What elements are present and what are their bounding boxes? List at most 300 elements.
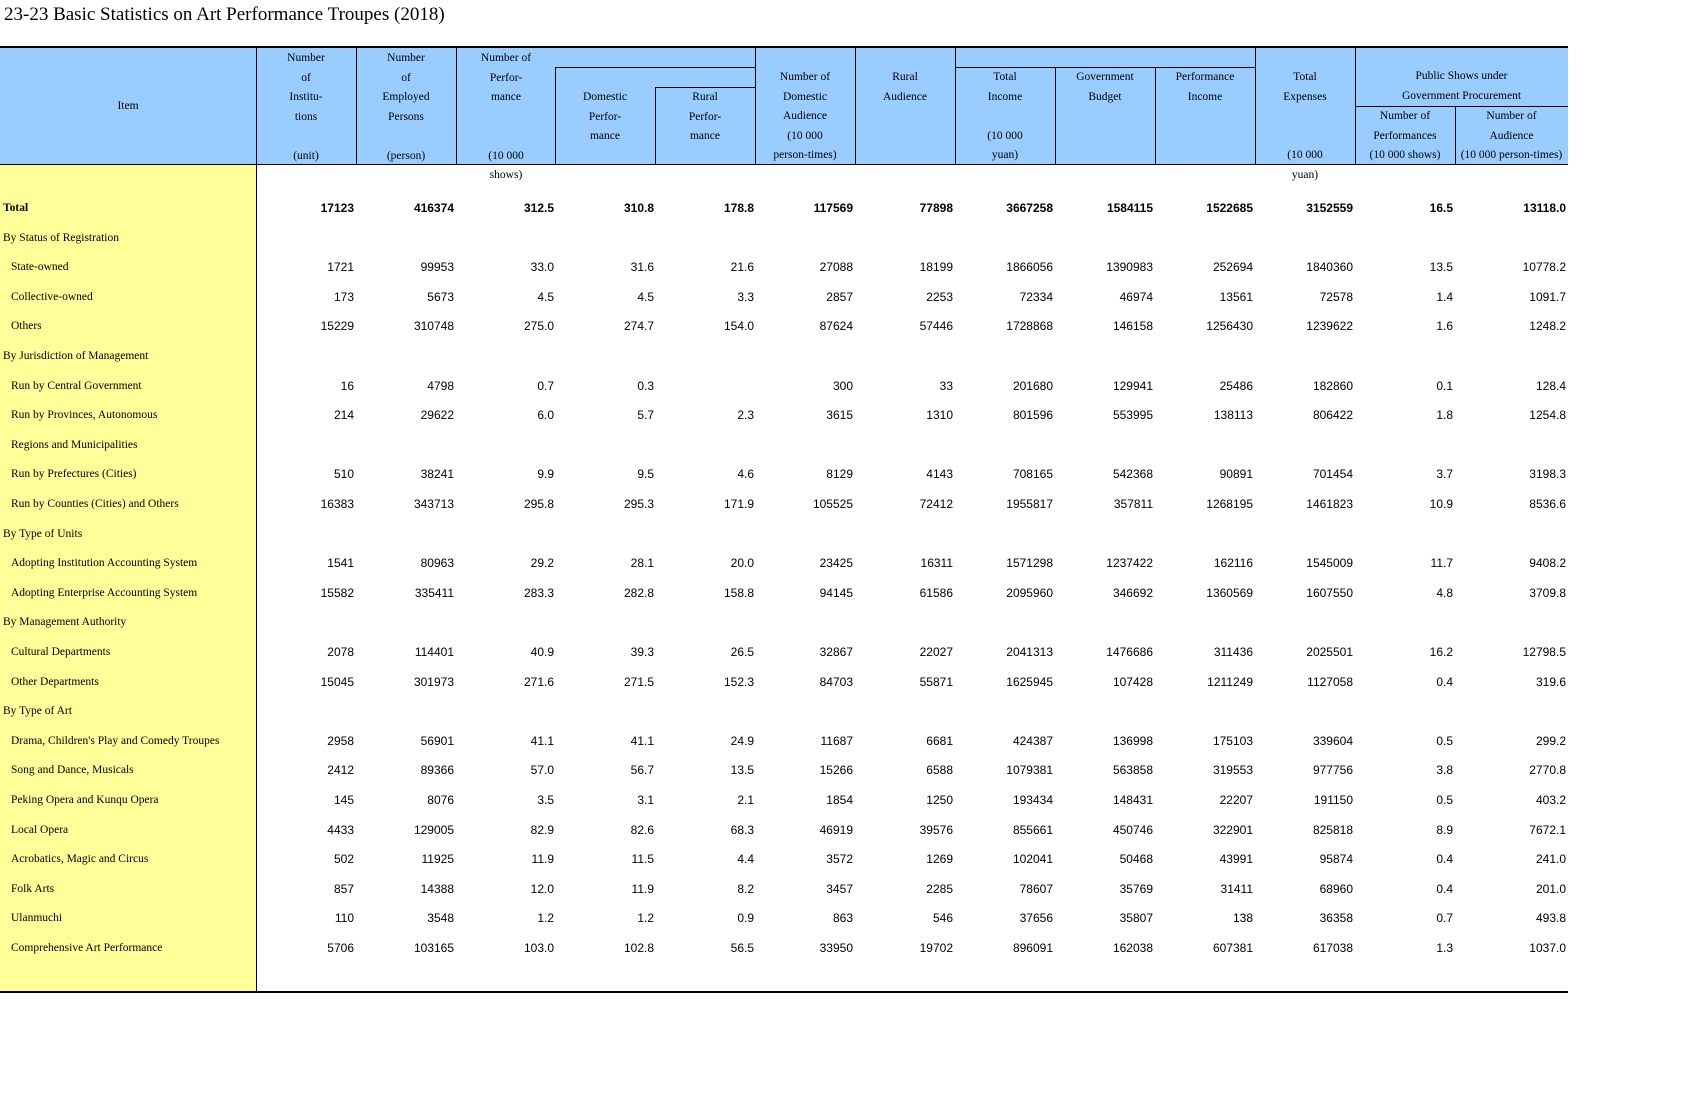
cell-domestic-audience: 46919	[819, 822, 853, 837]
cell-public-audience: 201.0	[1535, 881, 1566, 896]
cell-employed: 335411	[414, 585, 454, 600]
cell-performance-income: 1522685	[1206, 201, 1253, 215]
table-row	[0, 845, 1568, 875]
cell-institutions: 2412	[327, 763, 354, 778]
cell-total-income: 896091	[1012, 941, 1053, 955]
cell-public-performances: 3.8	[1436, 763, 1453, 778]
table-title: 23-23 Basic Statistics on Art Performance Troupes (2018)	[4, 4, 445, 25]
cell-performance-income: 22207	[1219, 793, 1253, 807]
cell-government-budget: 107428	[1112, 674, 1153, 689]
cell-public-audience: 241.0	[1535, 852, 1566, 867]
cell-government-budget: 1390983	[1106, 260, 1153, 275]
table-row	[0, 697, 1568, 727]
cell-rural-audience: 1269	[926, 852, 953, 867]
cell-government-budget: 35807	[1119, 911, 1153, 926]
cell-public-audience: 299.2	[1535, 733, 1566, 748]
cell-employed: 301973	[413, 674, 454, 689]
row-label: Song and Dance, Musicals	[11, 764, 134, 777]
cell-performances: 103.0	[523, 941, 554, 955]
cell-rural-performances: 4.4	[737, 852, 754, 867]
cell-institutions: 145	[333, 793, 354, 807]
cell-domestic-audience: 32867	[819, 645, 853, 659]
cell-rural-audience: 19702	[919, 941, 953, 955]
header-domestic: Domestic Perfor- mance	[582, 91, 628, 142]
row-label: Total	[3, 202, 29, 214]
cell-government-budget: 129941	[1112, 378, 1153, 393]
table-row	[0, 727, 1568, 757]
cell-total-income: 37656	[1019, 911, 1053, 926]
cell-performance-income: 1211249	[1207, 674, 1253, 689]
cell-institutions: 2958	[327, 733, 354, 748]
table-row	[0, 668, 1568, 698]
cell-domestic-performances: 5.7	[637, 408, 654, 423]
cell-rural-audience: 1310	[926, 408, 953, 423]
cell-performances: 1.2	[537, 911, 554, 926]
cell-performances: 275.0	[523, 319, 554, 334]
row-label: Adopting Institution Accounting System	[11, 557, 198, 570]
cell-domestic-performances: 4.5	[637, 289, 654, 304]
cell-performances: 295.8	[523, 497, 554, 511]
cell-performances: 271.6	[523, 674, 554, 689]
cell-rural-audience: 16311	[920, 556, 953, 571]
cell-total-income: 3667258	[1006, 201, 1053, 215]
cell-public-performances: 16.2	[1429, 645, 1453, 659]
cell-government-budget: 563858	[1112, 763, 1153, 778]
cell-government-budget: 346692	[1112, 585, 1153, 600]
table-header	[0, 48, 1568, 181]
cell-performances: 41.1	[530, 733, 554, 748]
cell-public-audience: 12798.5	[1522, 645, 1566, 659]
cell-rural-performances: 0.9	[737, 911, 754, 926]
cell-performance-income: 138113	[1213, 408, 1253, 423]
row-label: Peking Opera and Kunqu Opera	[11, 794, 159, 806]
cell-government-budget: 50468	[1119, 852, 1153, 867]
row-label: Others	[11, 320, 42, 333]
row-label: Run by Prefectures (Cities)	[11, 468, 137, 481]
cell-public-audience: 7672.1	[1529, 822, 1566, 837]
cell-public-performances: 0.7	[1436, 911, 1453, 926]
cell-domestic-performances: 31.6	[630, 260, 654, 275]
cell-public-performances: 8.9	[1436, 822, 1453, 837]
cell-public-audience: 8536.6	[1529, 497, 1566, 511]
cell-employed: 8076	[427, 793, 454, 807]
header-gov-budget: Government Budget	[1076, 71, 1134, 103]
cell-employed: 38241	[420, 467, 454, 482]
table-row	[0, 372, 1568, 402]
cell-performance-income: 252694	[1212, 260, 1253, 275]
cell-rural-performances: 171.9	[723, 497, 754, 511]
row-label: Folk Arts	[11, 882, 55, 895]
cell-rural-audience: 6588	[926, 763, 953, 778]
header-domestic-audience: Number of Domestic Audience (10 000 person-times)	[773, 71, 837, 161]
cell-performance-income: 25486	[1219, 378, 1253, 393]
cell-rural-performances: 24.9	[730, 733, 754, 748]
cell-employed: 11925	[421, 852, 454, 867]
cell-domestic-audience: 27088	[819, 260, 853, 275]
cell-total-expenses: 1545009	[1306, 556, 1353, 571]
header-perf-income: Performance Income	[1175, 71, 1235, 103]
cell-employed: 129005	[413, 822, 454, 837]
cell-domestic-audience: 8129	[826, 467, 853, 482]
cell-employed: 5673	[427, 289, 454, 304]
row-label: By Jurisdiction of Management	[3, 350, 149, 362]
table-row	[0, 638, 1568, 668]
row-label: Other Departments	[11, 675, 99, 688]
bottom-rule	[0, 991, 1568, 993]
cell-domestic-performances: 41.1	[630, 733, 654, 748]
cell-domestic-audience: 3457	[826, 881, 853, 896]
cell-performances: 4.5	[537, 289, 554, 304]
cell-performances: 29.2	[530, 556, 554, 571]
cell-rural-audience: 18199	[919, 260, 953, 275]
cell-government-budget: 542368	[1112, 467, 1153, 482]
table-row	[0, 431, 1568, 461]
cell-institutions: 4433	[327, 822, 354, 837]
table-row	[0, 875, 1568, 905]
cell-public-audience: 3709.8	[1529, 585, 1566, 600]
cell-rural-audience: 55871	[919, 674, 953, 689]
cell-performances: 33.0	[530, 260, 554, 275]
cell-performances: 283.3	[523, 585, 554, 600]
cell-public-audience: 13118.0	[1523, 201, 1566, 215]
cell-total-income: 424387	[1012, 733, 1053, 748]
cell-performance-income: 162116	[1213, 556, 1253, 571]
header-item: Item	[117, 100, 139, 112]
cell-total-income: 1728868	[1006, 319, 1053, 334]
row-label: By Management Authority	[3, 616, 127, 629]
cell-total-expenses: 1461823	[1306, 497, 1353, 511]
cell-public-performances: 1.6	[1436, 319, 1453, 334]
cell-performances: 3.5	[537, 793, 554, 807]
cell-domestic-performances: 102.8	[623, 941, 654, 955]
cell-rural-performances: 178.8	[723, 201, 754, 215]
cell-performance-income: 31411	[1220, 881, 1253, 896]
cell-rural-audience: 57446	[919, 319, 953, 334]
cell-domestic-performances: 9.5	[637, 467, 654, 482]
cell-government-budget: 162038	[1112, 941, 1153, 955]
cell-employed: 89366	[420, 763, 454, 778]
cell-domestic-performances: 11.5	[631, 852, 654, 867]
table-row	[0, 194, 1568, 224]
cell-domestic-audience: 105525	[812, 497, 853, 511]
row-label: By Type of Units	[3, 527, 83, 540]
cell-domestic-audience: 863	[832, 911, 853, 926]
cell-rural-performances: 20.0	[730, 556, 754, 571]
cell-rural-audience: 77898	[919, 201, 953, 215]
cell-domestic-audience: 3572	[826, 852, 853, 867]
cell-domestic-audience: 87624	[819, 319, 853, 334]
cell-public-performances: 1.4	[1436, 289, 1453, 304]
cell-performances: 82.9	[530, 822, 554, 837]
cell-government-budget: 450746	[1112, 822, 1153, 837]
cell-public-audience: 1248.2	[1529, 319, 1566, 334]
cell-government-budget: 35769	[1119, 881, 1153, 896]
cell-performance-income: 13561	[1219, 289, 1253, 304]
cell-total-income: 78607	[1019, 881, 1053, 896]
cell-domestic-performances: 282.8	[623, 585, 654, 600]
cell-total-income: 1866056	[1006, 260, 1053, 275]
cell-rural-audience: 22027	[919, 645, 953, 659]
cell-employed: 14388	[420, 881, 454, 896]
cell-government-budget: 1237422	[1106, 556, 1153, 571]
cell-domestic-performances: 310.8	[623, 201, 654, 215]
cell-employed: 416374	[413, 201, 454, 215]
cell-employed: 99953	[420, 260, 454, 275]
cell-total-expenses: 1239622	[1306, 319, 1353, 334]
cell-institutions: 857	[333, 881, 354, 896]
cell-total-expenses: 806422	[1312, 408, 1353, 423]
table-row	[0, 816, 1568, 846]
cell-public-performances: 11.7	[1430, 556, 1453, 571]
header-rural: Rural Perfor- mance	[688, 91, 722, 142]
cell-total-expenses: 825818	[1312, 822, 1353, 837]
cell-institutions: 5706	[327, 941, 354, 955]
cell-rural-audience: 2285	[926, 881, 953, 896]
cell-performances: 312.5	[523, 201, 554, 215]
cell-performance-income: 319553	[1212, 763, 1253, 778]
cell-performance-income: 43991	[1219, 852, 1253, 867]
cell-total-income: 855661	[1012, 822, 1053, 837]
cell-performance-income: 607381	[1212, 941, 1253, 955]
cell-rural-performances: 56.5	[730, 941, 754, 955]
cell-performances: 0.7	[537, 378, 554, 393]
cell-public-audience: 9408.2	[1529, 556, 1566, 571]
cell-performance-income: 138	[1232, 911, 1253, 926]
cell-domestic-audience: 23425	[819, 556, 853, 571]
cell-institutions: 15229	[320, 319, 354, 334]
cell-public-performances: 13.5	[1429, 260, 1453, 275]
cell-rural-performances: 4.6	[737, 467, 754, 482]
cell-total-income: 72334	[1019, 289, 1053, 304]
cell-employed: 4798	[427, 378, 454, 393]
header-ps-performances: Number of Performances (10 000 shows)	[1369, 110, 1441, 161]
cell-rural-audience: 72412	[919, 497, 953, 511]
cell-total-income: 801596	[1012, 408, 1053, 423]
cell-domestic-performances: 274.7	[623, 319, 654, 334]
cell-rural-audience: 4143	[926, 467, 953, 482]
cell-total-income: 2095960	[1006, 585, 1053, 600]
cell-domestic-audience: 15266	[819, 763, 853, 778]
cell-domestic-performances: 11.9	[631, 881, 654, 896]
cell-performance-income: 322901	[1212, 822, 1253, 837]
cell-public-audience: 1037.0	[1529, 941, 1566, 955]
table-row	[0, 490, 1568, 520]
cell-total-expenses: 339604	[1312, 733, 1353, 748]
header-ps-audience: Number of Audience (10 000 person-times)	[1460, 110, 1563, 161]
header-public-shows: Public Shows under Government Procurement	[1401, 70, 1522, 102]
cell-public-performances: 4.8	[1436, 585, 1453, 600]
cell-domestic-audience: 94145	[819, 585, 853, 600]
cell-performances: 6.0	[537, 408, 554, 423]
cell-public-audience: 1254.8	[1529, 408, 1566, 423]
cell-performance-income: 311436	[1213, 645, 1253, 659]
cell-total-expenses: 617038	[1312, 941, 1353, 955]
row-label: Ulanmuchi	[11, 912, 63, 925]
cell-institutions: 214	[333, 408, 354, 423]
cell-institutions: 15045	[320, 674, 354, 689]
cell-domestic-performances: 3.1	[637, 793, 654, 807]
cell-public-performances: 0.5	[1436, 733, 1453, 748]
cell-rural-audience: 39576	[919, 822, 953, 837]
cell-employed: 3548	[427, 911, 454, 926]
cell-institutions: 110	[334, 911, 354, 926]
row-label: Run by Central Government	[11, 379, 142, 392]
header-institutions: Number of Institu- tions (unit)	[287, 52, 325, 162]
cell-employed: 56901	[420, 733, 454, 748]
cell-rural-audience: 546	[932, 911, 953, 926]
table-row	[0, 608, 1568, 638]
row-label: State-owned	[11, 261, 69, 274]
table-row	[0, 549, 1568, 579]
cell-institutions: 502	[333, 852, 354, 867]
cell-employed: 114401	[414, 645, 454, 659]
table-row	[0, 283, 1568, 313]
cell-domestic-performances: 82.6	[630, 822, 654, 837]
cell-public-audience: 10778.2	[1522, 260, 1566, 275]
cell-employed: 80963	[420, 556, 454, 571]
row-label: Adopting Enterprise Accounting System	[11, 586, 198, 599]
cell-performance-income: 175103	[1212, 733, 1253, 748]
table-row	[0, 520, 1568, 550]
cell-public-performances: 0.5	[1436, 793, 1453, 807]
cell-public-performances: 1.3	[1436, 941, 1453, 955]
cell-domestic-performances: 0.3	[637, 378, 654, 393]
row-label: By Status of Registration	[3, 231, 119, 244]
cell-rural-audience: 6681	[926, 733, 953, 748]
cell-rural-performances: 152.3	[723, 674, 754, 689]
cell-employed: 29622	[420, 408, 454, 423]
cell-performance-income: 1360569	[1206, 585, 1253, 600]
cell-total-income: 1625945	[1006, 674, 1053, 689]
row-label: Cultural Departments	[11, 646, 111, 658]
cell-domestic-audience: 1854	[826, 793, 853, 807]
table-row	[0, 786, 1568, 816]
row-label: Regions and Municipalities	[11, 438, 138, 451]
table-row	[0, 579, 1568, 609]
table-row	[0, 253, 1568, 283]
cell-public-audience: 128.4	[1535, 378, 1566, 393]
cell-public-audience: 3198.3	[1529, 467, 1566, 482]
table-row	[0, 342, 1568, 372]
cell-total-income: 193434	[1012, 793, 1053, 807]
cell-domestic-audience: 2857	[826, 289, 853, 304]
cell-total-income: 1571298	[1006, 556, 1053, 571]
cell-employed: 103165	[413, 941, 454, 955]
cell-public-performances: 3.7	[1436, 467, 1453, 482]
cell-employed: 343713	[413, 497, 454, 511]
cell-institutions: 173	[333, 289, 354, 304]
cell-rural-performances: 158.8	[723, 585, 754, 600]
header-rule	[555, 67, 756, 68]
cell-public-audience: 1091.7	[1529, 289, 1566, 304]
cell-institutions: 17123	[320, 201, 354, 215]
cell-public-performances: 0.4	[1436, 881, 1453, 896]
cell-rural-performances	[664, 372, 754, 402]
cell-domestic-audience: 84703	[819, 674, 853, 689]
header-performances: Number of Perfor- mance (10 000 shows)	[480, 52, 532, 181]
cell-domestic-performances: 271.5	[623, 674, 654, 689]
cell-performances: 11.9	[531, 852, 554, 867]
row-label: Collective-owned	[11, 290, 93, 303]
header-rural-audience: Rural Audience	[882, 71, 928, 103]
cell-public-audience: 403.2	[1535, 793, 1566, 807]
cell-total-expenses: 1607550	[1306, 585, 1353, 600]
cell-rural-audience: 2253	[926, 289, 953, 304]
cell-domestic-performances: 28.1	[630, 556, 654, 571]
cell-public-performances: 10.9	[1429, 497, 1453, 511]
row-label: Drama, Children's Play and Comedy Troupes	[11, 734, 220, 747]
cell-public-audience: 493.8	[1535, 911, 1566, 926]
row-label: Acrobatics, Magic and Circus	[11, 853, 149, 866]
cell-domestic-audience: 3615	[826, 408, 853, 423]
header-employed: Number of Employed Persons (person)	[382, 52, 430, 162]
cell-public-performances: 0.1	[1436, 378, 1453, 393]
cell-total-expenses: 1127058	[1307, 674, 1353, 689]
cell-domestic-audience: 300	[832, 378, 853, 393]
table-row	[0, 904, 1568, 934]
cell-domestic-audience: 33950	[819, 941, 853, 955]
row-label: Comprehensive Art Performance	[11, 942, 163, 954]
cell-domestic-audience: 117569	[813, 201, 853, 215]
cell-rural-performances: 2.3	[737, 408, 754, 423]
table-row	[0, 756, 1568, 786]
cell-total-income: 2041313	[1006, 645, 1053, 659]
table-row	[0, 312, 1568, 342]
cell-public-audience: 2770.8	[1529, 763, 1566, 778]
cell-performance-income: 90891	[1219, 467, 1253, 482]
cell-total-expenses: 72578	[1319, 289, 1353, 304]
cell-government-budget: 46974	[1119, 289, 1153, 304]
cell-institutions: 15582	[320, 585, 354, 600]
cell-institutions: 1721	[327, 260, 354, 275]
cell-institutions: 16	[340, 378, 354, 393]
row-label: Run by Counties (Cities) and Others	[11, 498, 179, 510]
row-label: Local Opera	[11, 823, 69, 836]
table-row	[0, 224, 1568, 254]
cell-rural-performances: 2.1	[737, 793, 754, 807]
header-total-income: Total Income (10 000 yuan)	[987, 71, 1023, 161]
cell-total-expenses: 36358	[1319, 911, 1353, 926]
cell-performance-income: 1268195	[1206, 497, 1253, 511]
cell-domestic-audience: 11687	[820, 733, 853, 748]
cell-total-expenses: 2025501	[1306, 645, 1353, 659]
cell-institutions: 1541	[327, 556, 354, 571]
table-row	[0, 401, 1568, 431]
cell-performance-income: 1256430	[1206, 319, 1253, 334]
cell-public-performances: 16.5	[1429, 201, 1453, 215]
header-total-expenses: Total Expenses (10 000 yuan)	[1283, 71, 1327, 181]
cell-domestic-performances: 39.3	[630, 645, 654, 659]
cell-rural-audience: 61586	[919, 585, 953, 600]
cell-rural-performances: 68.3	[730, 822, 754, 837]
cell-rural-performances: 154.0	[723, 319, 754, 334]
cell-performances: 40.9	[530, 645, 554, 659]
cell-government-budget: 1584115	[1106, 201, 1153, 215]
cell-total-expenses: 95874	[1319, 852, 1353, 867]
cell-total-expenses: 977756	[1312, 763, 1353, 778]
cell-total-income: 708165	[1012, 467, 1053, 482]
row-label: By Type of Art	[3, 705, 72, 718]
cell-rural-performances: 13.5	[730, 763, 754, 778]
cell-rural-performances: 21.6	[730, 260, 754, 275]
cell-public-audience: 319.6	[1535, 674, 1566, 689]
cell-total-income: 102041	[1012, 852, 1053, 867]
table-row	[0, 934, 1568, 964]
cell-total-expenses: 1840360	[1306, 260, 1353, 275]
cell-total-income: 201680	[1012, 378, 1053, 393]
cell-total-expenses: 3152559	[1306, 201, 1353, 215]
cell-public-performances: 0.4	[1436, 674, 1453, 689]
